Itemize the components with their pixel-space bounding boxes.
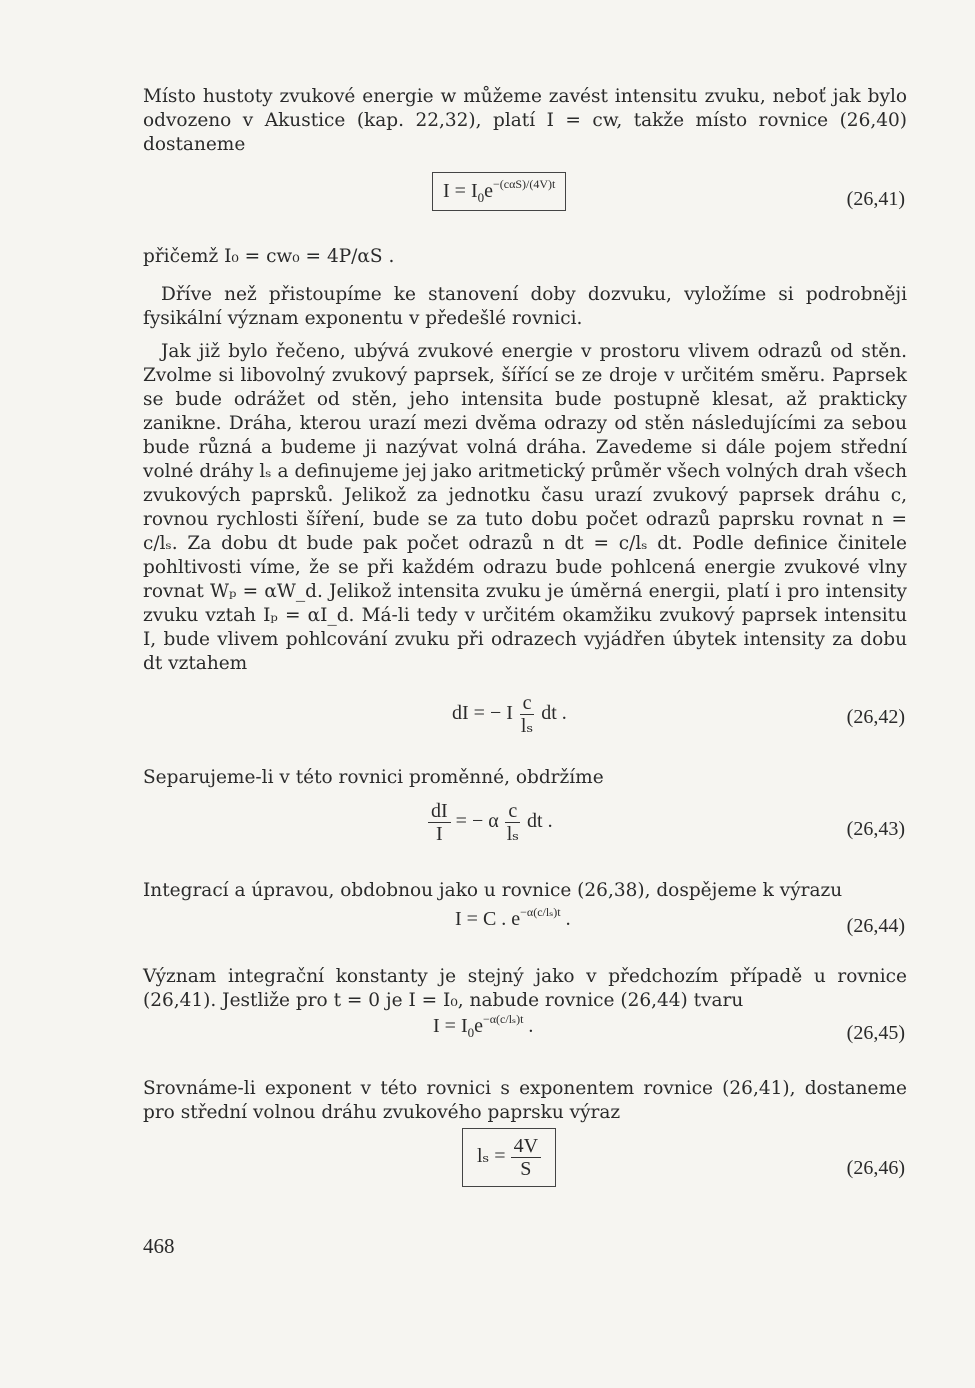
equation-number-26-46: (26,46) (846, 1157, 905, 1179)
fraction: $\frac{4V}{S}$ (511, 1135, 541, 1180)
equation-26-42: dI = − I $\frac{c}{\text{lₛ}}$ dt . (452, 692, 567, 737)
paragraph-7: Význam integrační konstanty je stejný jako v předchozím případě u rovnice (26,41). Jestliže pro t = 0 je I = I₀, nabude rovnice (26,44) tvaru (143, 965, 907, 1011)
paragraph-6: Integrací a úpravou, obdobnou jako u rovnice (26,38), dospějeme k výrazu (143, 879, 843, 901)
paragraph-5: Separujeme-li v této rovnici proměnné, obdržíme (143, 766, 604, 788)
equation-number-26-44: (26,44) (846, 915, 905, 937)
fraction: $\frac{c}{\text{lₛ}}$ (520, 692, 534, 737)
equation-26-45: $I = I_0e^{-\alpha(c/l_s)t}$ . (433, 1012, 534, 1040)
equation-26-44: I = C . $e^{-\alpha(c/l_s)t}$ . (455, 905, 571, 930)
paragraph-3: Dříve než přistoupíme ke stanovení doby dozvuku, vyložíme si podrobněji fysikální význam exponentu v předešlé rovnici. (143, 283, 907, 329)
fraction: $\frac{c}{\text{lₛ}}$ (506, 800, 520, 845)
equation-26-46: lₛ = $\frac{4V}{S}$ (462, 1128, 556, 1187)
equation-26-43: $\frac{dI}{I}$ = − α $\frac{c}{\text{lₛ}}$ dt . (428, 800, 553, 845)
paragraph-2: přičemž I₀ = cw₀ = 4P/αS . (143, 245, 395, 267)
paragraph-1: Místo hustoty zvukové energie w můžeme zavést intensitu zvuku, neboť jak bylo odvozeno v Akustice (kap. 22,32), platí I = cw, takže místo rovnice (26,40) dostaneme (143, 85, 907, 155)
equation-number-26-43: (26,43) (846, 818, 905, 840)
paragraph-4: Jak již bylo řečeno, ubývá zvukové energie v prostoru vlivem odrazů od stěn. Zvolme si libovolný zvukový paprsek, šířící se ze droje v určitém směru. Paprsek se bude odrážet od stěn, jeho intensita bude postupně klesat, až prakticky zanikne. Dráha, kterou urazí mezi dvěma odrazy od stěn následujícími za sebou bude různá a budeme ji nazývat volná dráha. Zavedeme si dále pojem střední volné dráhy lₛ a definujeme jej jako aritmetický průměr všech volných drah všech zvukových paprsků. Jelikož za jednotku času urazí zvukový paprsek dráhu c, rovnou rychlosti šíření, bude se za tuto dobu počet odrazů paprsku rovnat n = c/lₛ. Za dobu dt bude pak počet odrazů n dt = c/lₛ dt. Podle definice činitele pohltivosti víme, že se při každém odrazu bude pohlcená energie zvukové vlny rovnat Wₚ = αW_d. Jelikož intensita zvuku je úměrná energii, platí i pro intensity zvuku vztah Iₚ = αI_d. Má-li tedy v určitém okamžiku zvukový paprsek intensitu I, bude vlivem pohlcování zvuku při odrazech vyjádřen úbytek intensity za dobu dt vztahem (143, 340, 907, 674)
equation-number-26-45: (26,45) (846, 1022, 905, 1044)
equation-number-26-42: (26,42) (846, 706, 905, 728)
page-number: 468 (143, 1234, 175, 1258)
paragraph-8: Srovnáme-li exponent v této rovnici s exponentem rovnice (26,41), dostaneme pro střední volnou dráhu zvukového paprsku výraz (143, 1077, 907, 1123)
fraction: $\frac{dI}{I}$ (428, 800, 451, 845)
equation-26-41: $I = I_0e^{-(c\alpha S)/(4V)t}$ (432, 172, 566, 211)
equation-number-26-41: (26,41) (846, 188, 905, 210)
